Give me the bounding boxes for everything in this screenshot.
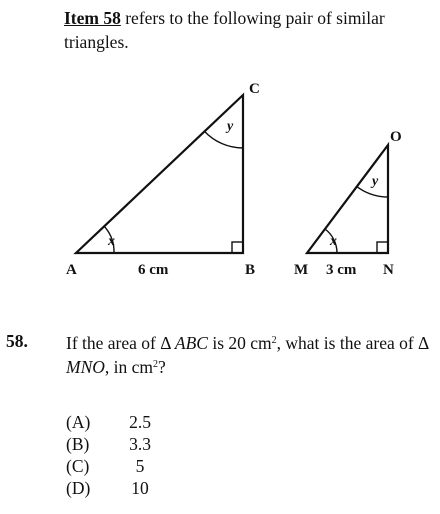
option-value: 2.5 [129, 412, 151, 432]
option-b[interactable] [66, 434, 162, 455]
vertex-label-o: O [390, 129, 402, 145]
angle-arc-c [205, 131, 244, 148]
question-part: , in cm [104, 357, 154, 377]
vertex-label-b: B [245, 262, 256, 278]
right-angle-marker-n [377, 242, 388, 253]
triangle-mno-outline [307, 145, 388, 253]
triangle-abc [66, 81, 260, 278]
option-value: 5 [135, 456, 145, 476]
triangle-name-abc: ABC [174, 333, 208, 353]
vertex-label-a: A [66, 262, 77, 278]
question-part: If the area of Δ [66, 333, 175, 353]
angle-label-x-mno: x [330, 234, 337, 249]
side-label-mn: 3 cm [326, 262, 357, 278]
option-letter: (A) [66, 412, 91, 432]
side-label-ab: 6 cm [138, 262, 169, 278]
triangle-name-mno: MNO [66, 357, 105, 377]
question-part: , what is the area of Δ [276, 333, 429, 353]
angle-label-y-abc: y [227, 119, 234, 134]
question-part: is 20 cm [207, 333, 272, 353]
item-reference: Item 58 [64, 8, 121, 28]
question-number: 58. [6, 331, 28, 351]
triangle-mno [294, 129, 402, 278]
question-text [66, 331, 438, 379]
intro-rest: refers to the following pair of similar triangles. [64, 8, 385, 52]
option-c[interactable] [66, 456, 162, 477]
triangle-abc-outline [76, 95, 243, 253]
question-part: ? [158, 357, 166, 377]
vertex-label-n: N [383, 262, 394, 278]
option-letter: (C) [66, 456, 90, 476]
option-letter: (B) [66, 434, 90, 454]
option-d[interactable] [66, 478, 162, 499]
vertex-label-m: M [294, 262, 309, 278]
angle-label-y-mno: y [372, 174, 379, 189]
angle-label-x-abc: x [108, 234, 115, 249]
right-angle-marker-b [232, 242, 243, 253]
option-a[interactable] [66, 412, 162, 433]
option-value: 3.3 [129, 434, 151, 454]
option-value: 10 [131, 478, 149, 498]
superscript: 2 [271, 335, 277, 346]
superscript: 2 [153, 359, 159, 370]
option-letter: (D) [66, 478, 91, 498]
vertex-label-c: C [249, 81, 260, 97]
